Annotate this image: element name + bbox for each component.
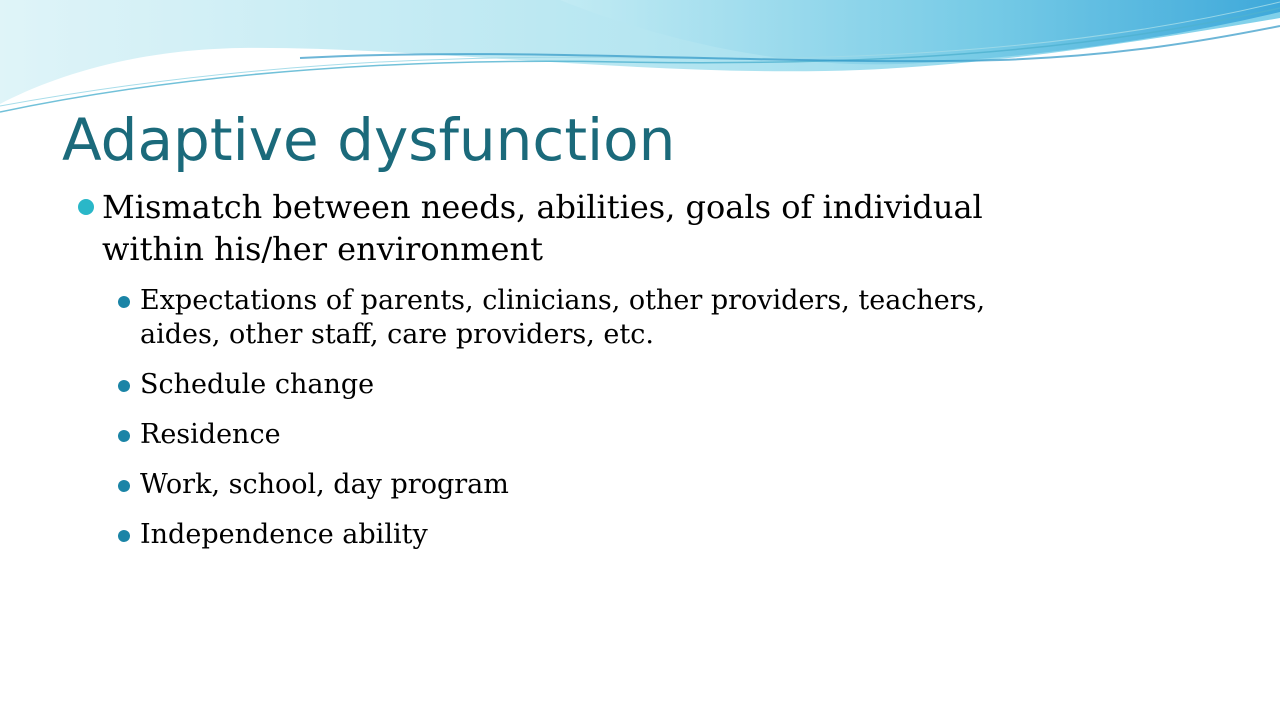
sub-bullet-text: Schedule change xyxy=(140,369,375,400)
bullet-level1 xyxy=(74,186,1034,270)
sub-bullet xyxy=(118,518,1034,552)
sub-bullet-dot-icon xyxy=(118,430,130,442)
bullet-text: Mismatch between needs, abilities, goals of individual within his/her environment xyxy=(102,188,983,268)
bullet-dot-icon xyxy=(78,199,94,215)
sub-bullet-text: Expectations of parents, clinicians, other providers, teachers, aides, other staff, care providers, etc. xyxy=(140,285,986,350)
slide-content xyxy=(74,186,1034,568)
sub-bullet-dot-icon xyxy=(118,380,130,392)
sub-bullet-dot-icon xyxy=(118,480,130,492)
sub-bullet-text: Work, school, day program xyxy=(140,469,509,500)
sub-bullet-text: Residence xyxy=(140,419,281,450)
sub-bullet-list xyxy=(74,284,1034,552)
slide-title: Adaptive dysfunction xyxy=(62,106,676,174)
sub-bullet-text: Independence ability xyxy=(140,519,428,550)
sub-bullet xyxy=(118,418,1034,452)
sub-bullet-dot-icon xyxy=(118,296,130,308)
sub-bullet xyxy=(118,368,1034,402)
sub-bullet-dot-icon xyxy=(118,530,130,542)
sub-bullet xyxy=(118,284,1034,352)
sub-bullet xyxy=(118,468,1034,502)
